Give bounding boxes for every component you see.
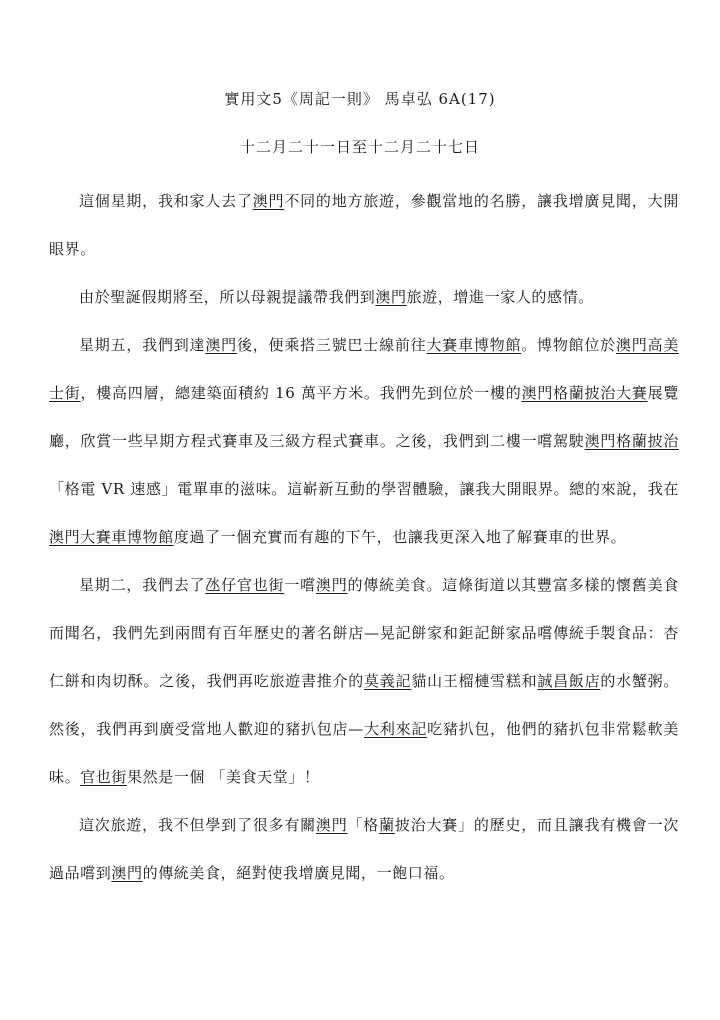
text-run: 一嚐 bbox=[284, 576, 316, 594]
paragraph bbox=[49, 273, 679, 321]
proper-noun: 氹仔官也街 bbox=[205, 576, 285, 594]
text-run: 星期二，我們去了 bbox=[79, 576, 206, 594]
text-run: 的水蟹粥。然後，我們再到廣受當地人歡迎的豬扒包店— bbox=[49, 672, 679, 738]
proper-noun: 澳門 bbox=[315, 576, 348, 594]
text-run: 不同的地方旅遊，參觀當地的名勝，讓我增廣見聞，大開眼界。 bbox=[49, 192, 679, 258]
text-run: 展覽廳，欣賞一些早期方程式賽車及三級方程式賽車。之後，我們到二樓一嚐駕駛 bbox=[49, 384, 679, 450]
text-run: 後，便乘搭三號巴士線前往 bbox=[236, 336, 427, 354]
document-body bbox=[49, 177, 679, 897]
text-run: 這個星期，我和家人去了 bbox=[79, 192, 253, 210]
proper-noun: 大賽車博物館 bbox=[426, 336, 522, 354]
text-run: 的傳統美食。這條街道以其豐富多樣的懷舊美食而聞名，我們先到兩間有百年歷史的著名餅店—晃記餅家和鉅記餅家品嚐傳統手製食品：杏仁餅和肉切酥。之後，我們再吃旅遊書推介的 bbox=[49, 576, 679, 690]
proper-noun: 澳門格蘭披治大賽 bbox=[521, 384, 648, 402]
date-range: 十二月二十一日至十二月二十七日 bbox=[239, 138, 480, 156]
text-run: 吃豬扒包，他們的豬扒包非常鬆軟美味。 bbox=[49, 720, 679, 786]
text-run: 貓山王榴槤雪糕和 bbox=[411, 672, 538, 690]
text-run: 度過了一個充實而有趣的下午，也讓我更深入地了解賽車的世界。 bbox=[173, 528, 627, 546]
proper-noun: 蘭 bbox=[379, 816, 395, 834]
text-run: 的傳統美食，絕對使我增廣見聞，一飽口福。 bbox=[142, 864, 455, 882]
text-run: 「格電 VR 速感」電單車的滋味。這嶄新互動的學習體驗，讓我大開眼界。總的來說，我在 bbox=[49, 480, 679, 498]
text-run: ，樓高四層，總建築面積約 16 萬平方米。我們先到位於一樓的 bbox=[80, 384, 522, 402]
proper-noun: 澳門高美士街 bbox=[49, 336, 679, 402]
paragraph bbox=[49, 321, 679, 561]
text-run: 披治大賽」的歷史，而且讓我有機會一次過品嚐到 bbox=[49, 816, 679, 882]
proper-noun: 澳門 bbox=[205, 336, 237, 354]
text-run: 「格 bbox=[347, 816, 380, 834]
text-run: 果然是一個 「美食天堂」！ bbox=[127, 768, 320, 786]
proper-noun: 澳門 bbox=[252, 192, 285, 210]
text-run: 這次旅遊，我不但學到了很多有關 bbox=[79, 816, 316, 834]
proper-noun: 澳門 bbox=[375, 288, 407, 306]
proper-noun: 莫義記 bbox=[364, 672, 412, 690]
proper-noun: 澳門大賽車博物館 bbox=[49, 528, 174, 546]
text-run: 星期五，我們到達 bbox=[79, 336, 206, 354]
proper-noun: 誠昌飯店 bbox=[537, 672, 601, 690]
document-title: 實用文5《周記一則》 馬卓弘 6A(17) bbox=[224, 90, 496, 108]
proper-noun: 澳門格蘭披治 bbox=[584, 432, 679, 450]
proper-noun: 澳門 bbox=[111, 864, 143, 882]
paragraph bbox=[49, 177, 679, 273]
text-run: 由於聖誕假期將至，所以母親提議帶我們到 bbox=[79, 288, 376, 306]
proper-noun: 澳門 bbox=[315, 816, 348, 834]
paragraph bbox=[49, 561, 679, 801]
proper-noun: 大利來記 bbox=[363, 720, 428, 738]
text-run: 。博物館位於 bbox=[521, 336, 617, 354]
paragraph bbox=[49, 801, 679, 897]
text-run: 旅遊，增進一家人的感情。 bbox=[406, 288, 594, 306]
proper-noun: 官也街 bbox=[80, 768, 128, 786]
